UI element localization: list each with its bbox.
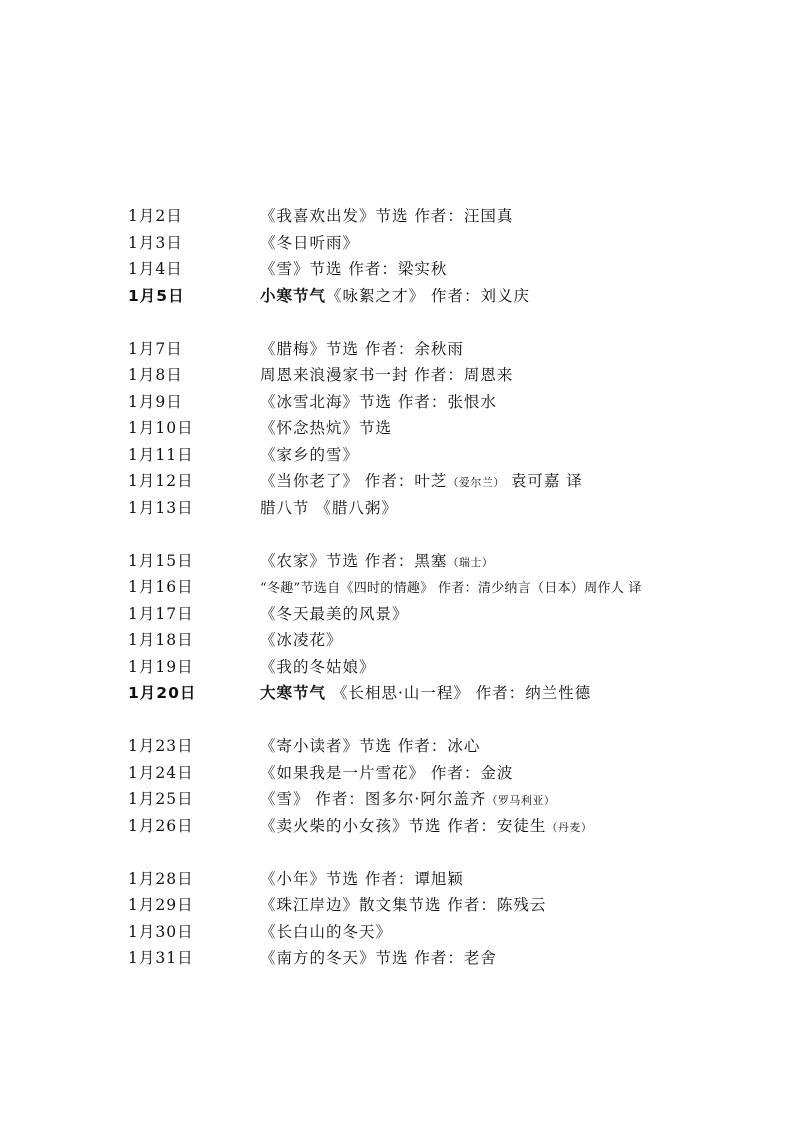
- entry-text: 《我的冬姑娘》: [260, 657, 376, 676]
- schedule-entry: [0, 680, 800, 707]
- schedule-entry: [0, 256, 800, 283]
- entry-text: 腊八节 《腊八粥》: [260, 498, 398, 517]
- schedule-entry: [0, 786, 800, 813]
- schedule-entry: [0, 389, 800, 416]
- entry-title: [260, 866, 464, 893]
- entry-title: [260, 468, 583, 497]
- entry-nationality: （丹麦）: [546, 820, 593, 834]
- schedule-entry: [0, 548, 800, 575]
- entry-group: [0, 336, 800, 522]
- schedule-entry: [0, 362, 800, 389]
- entry-date: 1月3日: [128, 233, 183, 252]
- entry-title: [260, 654, 376, 681]
- entry-text: 《我喜欢出发》节选 作者：汪国真: [260, 207, 514, 225]
- reading-schedule-list: [0, 203, 800, 998]
- entry-text: 《长白山的冬天》: [260, 922, 393, 941]
- solar-term-label: 小寒节气: [260, 286, 327, 305]
- schedule-entry: [0, 654, 800, 681]
- schedule-entry: [0, 468, 800, 495]
- entry-text: 《当你老了》 作者：叶芝: [260, 472, 448, 490]
- entry-text: 《冰凌花》: [260, 631, 343, 649]
- entry-group: [0, 866, 800, 972]
- entry-text: 《雪》 作者：图多尔·阿尔盖齐: [260, 790, 487, 808]
- entry-date: 1月16日: [128, 578, 194, 596]
- entry-date: 1月24日: [128, 763, 194, 782]
- schedule-entry: [0, 919, 800, 946]
- entry-text: 《家乡的雪》: [260, 445, 360, 464]
- schedule-entry: [0, 627, 800, 654]
- entry-date: 1月18日: [128, 631, 194, 649]
- schedule-entry: [0, 574, 800, 601]
- entry-text: 《咏絮之才》 作者：刘义庆: [326, 286, 530, 305]
- schedule-entry: [0, 415, 800, 442]
- entry-date: 1月2日: [128, 207, 183, 225]
- entry-group: [0, 203, 800, 309]
- entry-title: [260, 813, 592, 842]
- entry-title: [260, 495, 398, 522]
- schedule-entry: [0, 866, 800, 893]
- entry-group: [0, 548, 800, 707]
- schedule-entry: [0, 230, 800, 257]
- entry-title: [260, 627, 343, 654]
- schedule-entry: [0, 945, 800, 972]
- entry-text: 《小年》节选 作者：谭旭颖: [260, 869, 464, 888]
- entry-title: [260, 230, 359, 257]
- entry-text: 《农家》节选 作者：黑塞: [260, 551, 448, 570]
- entry-text: “冬趣”节选自《四时的情趣》 作者：清少纳言（日本）周作人 译: [260, 581, 642, 596]
- entry-title: [260, 256, 447, 283]
- entry-date: 1月20日: [128, 684, 197, 702]
- entry-title: [260, 786, 555, 815]
- entry-date: 1月23日: [128, 737, 194, 755]
- schedule-entry: [0, 203, 800, 230]
- schedule-entry: [0, 601, 800, 628]
- entry-title: [260, 574, 642, 603]
- entry-date: 1月30日: [128, 922, 194, 941]
- entry-text: 《寄小读者》节选 作者：冰心: [260, 737, 481, 755]
- entry-title: [260, 680, 591, 707]
- entry-text: 《腊梅》节选 作者：余秋雨: [260, 339, 464, 358]
- entry-date: 1月17日: [128, 604, 194, 623]
- entry-title: [260, 362, 513, 389]
- entry-text: 《冬天最美的风景》: [260, 604, 409, 623]
- entry-title: [260, 283, 530, 310]
- schedule-entry: [0, 892, 800, 919]
- entry-translator: 袁可嘉 译: [504, 472, 583, 490]
- entry-title: [260, 442, 359, 469]
- entry-date: 1月10日: [128, 419, 194, 437]
- entry-title: [260, 760, 513, 787]
- entry-date: 1月4日: [128, 260, 183, 278]
- entry-date: 1月7日: [128, 339, 183, 358]
- entry-date: 1月25日: [128, 790, 194, 808]
- entry-text: 周恩来浪漫家书一封 作者：周恩来: [260, 366, 514, 384]
- entry-nationality: （瑞士）: [447, 555, 494, 569]
- entry-text: 《冬日听雨》: [260, 233, 360, 252]
- entry-date: 1月28日: [128, 869, 194, 888]
- schedule-entry: [0, 733, 800, 760]
- entry-nationality: （爱尔兰）: [447, 476, 505, 489]
- entry-date: 1月8日: [128, 366, 183, 384]
- entry-text: 《雪》节选 作者：梁实秋: [260, 260, 448, 278]
- entry-title: [260, 919, 392, 946]
- schedule-entry: [0, 283, 800, 310]
- solar-term-label: 大寒节气: [260, 684, 327, 702]
- entry-text: 《南方的冬天》节选 作者：老舍: [260, 949, 497, 967]
- entry-title: [260, 548, 493, 577]
- schedule-entry: [0, 760, 800, 787]
- entry-title: [260, 892, 546, 919]
- entry-text: 《珠江岸边》散文集节选 作者：陈残云: [260, 896, 547, 914]
- entry-text: 《冰雪北海》节选 作者：张恨水: [260, 392, 497, 411]
- entry-date: 1月12日: [128, 472, 194, 490]
- entry-date: 1月31日: [128, 949, 194, 967]
- entry-text: 《卖火柴的小女孩》节选 作者：安徒生: [260, 816, 547, 835]
- entry-date: 1月15日: [128, 551, 194, 570]
- entry-date: 1月13日: [128, 498, 194, 517]
- entry-title: [260, 601, 409, 628]
- schedule-entry: [0, 495, 800, 522]
- entry-group: [0, 733, 800, 839]
- entry-title: [260, 336, 464, 363]
- entry-text: 《怀念热炕》节选: [260, 419, 393, 437]
- entry-title: [260, 415, 392, 442]
- entry-title: [260, 945, 497, 972]
- schedule-entry: [0, 813, 800, 840]
- entry-title: [260, 203, 513, 230]
- entry-date: 1月29日: [128, 896, 194, 914]
- entry-title: [260, 733, 480, 760]
- entry-text: 《长相思·山一程》 作者：纳兰性德: [326, 684, 592, 702]
- entry-text: 《如果我是一片雪花》 作者：金波: [260, 763, 514, 782]
- entry-nationality: （罗马利亚）: [486, 794, 556, 807]
- schedule-entry: [0, 442, 800, 469]
- entry-date: 1月19日: [128, 657, 194, 676]
- entry-date: 1月9日: [128, 392, 183, 411]
- entry-title: [260, 389, 497, 416]
- entry-date: 1月26日: [128, 816, 194, 835]
- entry-date: 1月11日: [128, 445, 194, 464]
- schedule-entry: [0, 336, 800, 363]
- entry-date: 1月5日: [128, 286, 185, 305]
